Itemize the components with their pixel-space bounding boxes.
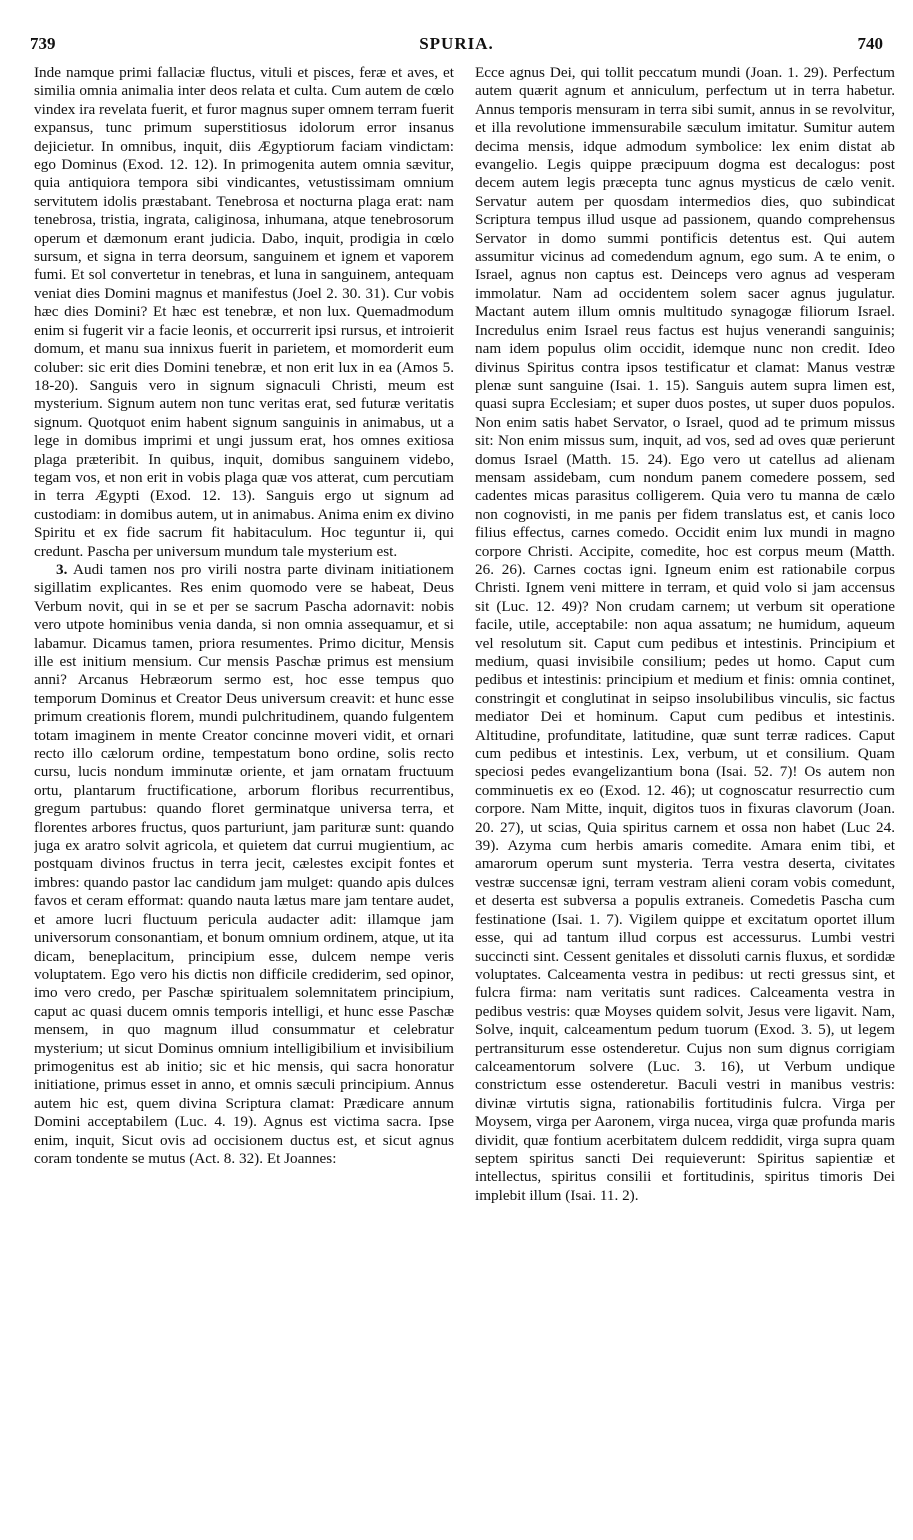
- paragraph-section-3: [34, 561, 454, 1168]
- paragraph-text: Ecce agnus Dei, qui tollit peccatum mundi (Joan. 1. 29). Perfectum autem quærit agnum et anniculum, perfectum ut in terra habetur. Annus temporis mensuram in terra sibi sumit, annus in se revolvitur, et illa revolutione immensurabile sæculum imitatur. Sumitur autem decima mensis, idque admodum symbolice: lex enim distat ab evangelio. Legis quippe præcipuum dogma est decalogus: post decem autem legis præcepta tunc agnus mysticus de cælo venit. Servatur autem per quosdam intermedios dies, quo subindicat Scriptura tempus illud usque ad passionem, quando comprehensus Servator in domo summi pontificis detentus est. Qui autem assumitur vicinus ad comedendum agnum, ego sum. A te enim, o Israel, agnus non captus est. Deinceps vero agnus ad vesperam immolatur. Nam ad occidentem solem sacer agnus jugulatur. Mactant autem illum omnis multitudo synagogæ filiorum Israel. Incredulus enim Israel reus factus est hujus venerandi sanguinis; nam idem populus olim occidit, idemque nunc non credit. Ideo divinus Spiritus contra ipsos testificatur et clamat: Manus vestræ plenæ sunt sanguine (Isai. 1. 15). Sanguis autem supra limen est, quasi supra Ecclesiam; et super duos postes, ut super duos populos. Non enim satis habet Servator, o Israel, quod ad te primum missus sit: Non enim missus sum, inquit, ad vos, sed ad oves quæ perierunt domus Israel (Matth. 15. 24). Ego vero ut catellus ad alienam mensam assidebam, cum nondum panem comedere possem, sed cadentes micas parasitus colligerem. Quia vero tu manna de cælo non cognovisti, in me panis per fidem translatus est, et canis loco filius effectus, carnes comedo. Occidit enim lux mundi in magno corpore Christi. Accipite, comedite, hoc est corpus meum (Matth. 26. 26). Carnes coctas igni. Igneum enim est rationabile corpus Christi. Ignem veni mittere in terram, et quid volo si jam accensus sit (Luc. 12. 49)? Non crudam carnem; ut verbum sit operatione facile, utile, acceptabile: non aqua assatum; ne humidum, aqueum vel resolutum sit. Caput cum pedibus et intestinis. Principium et medium, quasi invisibile consilium; pedes ut homo. Caput cum pedibus et intestinis: principium et medium et finis: omnia continet, constringit et conglutinat in seipso insolubilibus vinculis, sic factus mediator Dei et hominum. Caput cum pedibus et intestinis. Altitudine, profunditate, latitudine, quæ sunt terræ radices. Caput cum pedibus et intestinis. Lex, verbum, ut et consilium. Quam speciosi pedes evangelizantium bona (Isai. 52. 7)! Os autem non comminuetis ex eo (Exod. 12. 46); ut cognoscatur resurrectio cum corpore. Nam Mitte, inquit, digitos tuos in fixuras clavorum (Joan. 20. 27), ut scias, Quia spiritus carnem et ossa non habet (Luc 24. 39). Azyma cum herbis amaris comedite. Amara enim tibi, et amarorum operum sunt mysteria. Terra vestra deserta, civitates vestræ succensæ igni, terram vestram alieni coram vobis comedunt, et deserta est subversa a populis extraneis. Comedetis Pascha cum festinatione (Isai. 1. 7). Vigilem quippe et excitatum oportet illum esse, qui ad tantum illud corpus est accessurus. Lumbi vestri succincti sint. Cessent genitales et dissoluti carnis fluxus, et sordidæ voluptates. Calceamenta vestra in pedibus: ut recti gressus sint, et fulcra firma: nam veritatis sunt radices. Calceamenta vestra in pedibus vestris: quæ Moyses quidem solvit, Jesus vere ligavit. Nam, Solve, inquit, calceamentum pedum tuorum (Exod. 3. 5), ut legem pertransiturum esse ostenderetur. Cujus non sum dignus corrigiam calceamentorum solvere (Luc. 3. 16), ut Verbum undique constrictum esse ostenderetur. Baculi vestri in manibus vestris: divinæ virtutis signa, rationabilis fortitudinis fulcra. Virga per Moysem, virga per Aaronem, virga nucea, virga quæ profunda maris dividit, quæ fontium acerbitatem dulcem reddidit, virga supra quam septem spiritus sancti Dei requieverunt: Spiritus sapientiæ et intellectus, spiritus consilii et fortitudinis, spiritus timoris Dei implebit illum (Isai. 11. 2).: [475, 64, 895, 1204]
- page-number-right: 740: [857, 34, 883, 53]
- page-number-left: 739: [30, 34, 56, 53]
- left-column: [34, 64, 454, 1524]
- paragraph-continued: [475, 64, 895, 1205]
- running-title: SPURIA.: [419, 34, 494, 53]
- paragraph-continued: [34, 64, 454, 561]
- column-gutter: [456, 64, 457, 1514]
- running-header: [30, 34, 883, 58]
- paragraph-text: Inde namque primi fallaciæ fluctus, vituli et pisces, feræ et aves, et similia omnia animalia inter deos relata et culta. Cum autem de cœlo vindex ira revelata fuerit, et furor magnus super omnem terram fuerit expansus, tunc primum superstitiosus idolorum error insanus dejicietur. In omnibus, inquit, diis Ægyptiorum faciam vindictam: ego Dominus (Exod. 12. 12). In primogenita autem omnia sævitur, quia antiquiora tempora sibi vindicantes, vetustissimam omnium servitutem idolis præstabant. Tenebrosa et nocturna plaga erat: nam tenebrosa, tristia, ingrata, caliginosa, inhumana, atque tenebrosorum operum et dæmonum erant judicia. Dabo, inquit, prodigia in cœlo sursum, et signa in terra deorsum, sanguinem et ignem et vaporem fumi. Et sol convertetur in tenebras, et luna in sanguinem, antequam veniat dies Domini magnus et manifestus (Joel 2. 30. 31). Cur vobis hæc dies Domini? Et hæc est tenebræ, et non lux. Quemadmodum enim si fugerit vir a facie leonis, et occurrerit ipsi rursus, et introierit domum, et manu sua innixus fuerit in parietem, et momorderit eum coluber: sic erit dies Domini tenebræ, et non erit lux in ea (Amos 5. 18-20). Sanguis vero in signum signaculi Christi, meum est mysterium. Signum autem non tunc veritas erat, sed futuræ veritatis signum. Quotquot enim habent signum sanguinis in animabus, ut a lege in domibus imprimi et ungi jussum erat, hos omnes exitiosa plaga præteribit. In quibus, inquit, domibus sanguinem videbo, tegam vos, et non erit in vobis plaga quæ vos atterat, cum percutiam in terra Ægypti (Exod. 12. 13). Sanguis ergo ut signum ad custodiam: in domibus autem, ut in animabus. Anima enim ex divino Spiritu et ex fide sacrum fit habitaculum. Hoc teguntur ii, qui credunt. Pascha per universum mundum tale mysterium est.: [34, 64, 454, 560]
- right-column: [475, 64, 895, 1524]
- paragraph-text: Audi tamen nos pro virili nostra parte divinam initiationem sigillatim explicantes. Res enim quomodo vere se habeat, Deus Verbum novit, qui in se et per se sacrum Pascha adornavit: nobis vero utpote hominibus venia danda, si non omnia assequamur, et si labamur. Dicamus tamen, priora resumentes. Primo dicitur, Mensis ille est initium mensium. Cur mensis Paschæ primus est mensium anni? Arcanus Hebræorum sermo est, hoc esse tempus quo temporum Dominus et Creator Deus universum creavit: et hunc esse primum creationis florem, mundi pulchritudinem, quando fulgentem totam imaginem in mente Creator concinne moveri vidit, et ornari recto illo cælorum ordine, tempestatum bono ordine, solis recto cursu, lucis nondum imminutæ oriente, et jam ornatam fructuum ortu, plantarum fructificatione, arborum floribus recurrentibus, gregum partubus: quando floret germinatque universa terra, et florentes arbores fructus, quos parturiunt, jam parituræ sunt: quando juga ex aratro solvit agricola, et quietem dat currui mugientium, ac postquam divinos fructus in terra jecit, cælestes excipit fontes et imbres: quando pastor lac candidum jam mulget: quando apis dulces favos et ceram efformat: quando nauta lætus mare jam tentare audet, et amore lucri fluctuum pericula audacter adit: illamque jam universorum consonantiam, et bonum omnium ordinem, atque, ut ita dicam, beneplacitum, principium esse, dulcem nempe veris voluptatem. Ego vero his dictis non difficile crediderim, sed opinor, imo vero credo, per Paschæ spiritualem solemnitatem principium, caput ac quasi ducem omnis temporis intelligi, et hunc esse Paschæ mensem, in quo magnum illud consummatur et celebratur mysterium; ut sicut Dominus omnium intelligibilium et invisibilium primogenitus est ab initio; sic et hic mensis, qui sacra honoratur initiatione, primus esset in anno, et omnis sæculi principium. Annus autem hic est, quem divina Scriptura clamat: Prædicare annum Domini acceptabilem (Luc. 4. 19). Agnus est victima sacra. Ipse enim, inquit, Sicut ovis ad occisionem ductus est, et sicut agnus coram tondente se mutus (Act. 8. 32). Et Joannes:: [34, 560, 454, 1167]
- section-number: 3.: [56, 560, 68, 578]
